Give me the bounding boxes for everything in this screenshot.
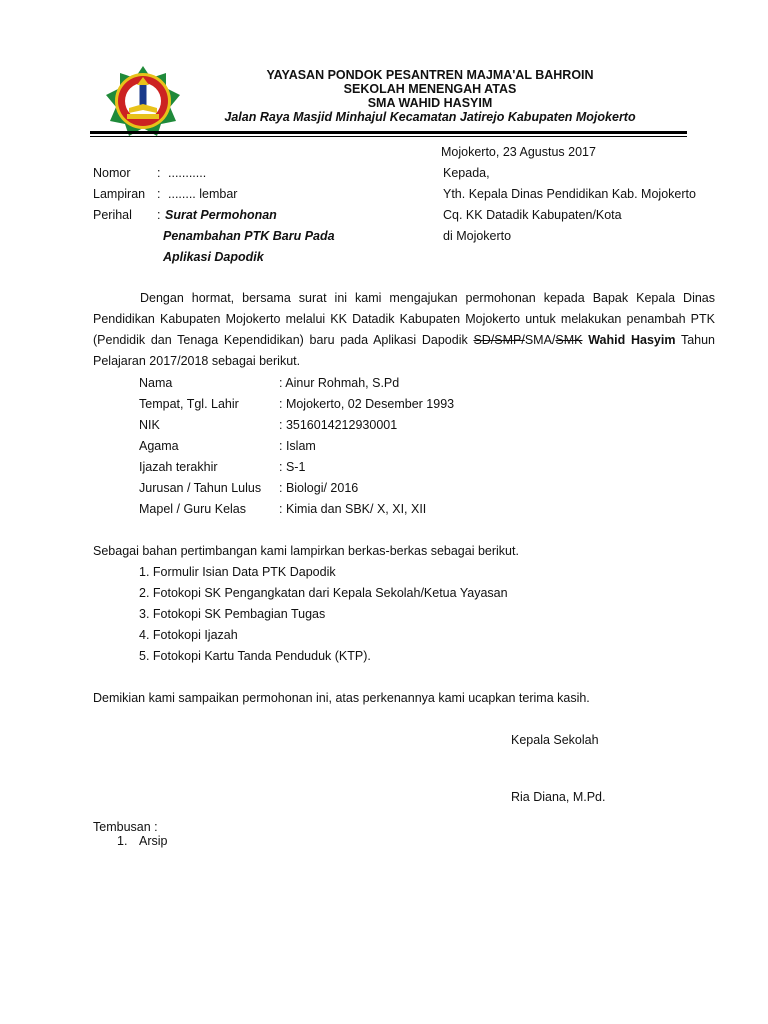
opening-text-end: Tahun Pelajaran 2017/2018 sebagai berikut. xyxy=(93,333,715,368)
nomor-label: Nomor xyxy=(93,166,131,180)
attachments-intro: Sebagai bahan pertimbangan kami lampirkan berkas-berkas sebagai berikut. xyxy=(93,544,519,558)
closing-statement: Demikian kami sampaikan permohonan ini, atas perkenannya kami ucapkan terima kasih. xyxy=(93,691,590,705)
detail-label: Ijazah terakhir xyxy=(139,460,218,474)
perihal-line-1: Surat Permohonan xyxy=(165,208,277,222)
attachment-item: 3. Fotokopi SK Pembagian Tugas xyxy=(139,607,326,621)
detail-value: : Mojokerto, 02 Desember 1993 xyxy=(279,397,455,411)
school-level-kept: SMA/ xyxy=(524,333,556,347)
lampiran-value: ........ lembar xyxy=(168,187,238,201)
recipient-greeting: Kepada, xyxy=(443,166,490,180)
cc-item-number: 1. xyxy=(117,834,128,848)
perihal-separator: : xyxy=(157,208,161,222)
perihal-label: Perihal xyxy=(93,208,132,222)
perihal-line-2: Penambahan PTK Baru Pada xyxy=(163,229,335,243)
letter-date: Mojokerto, 23 Agustus 2017 xyxy=(441,145,596,159)
detail-label: Nama xyxy=(139,376,173,390)
detail-value: : Kimia dan SBK/ X, XI, XII xyxy=(279,502,427,516)
attachment-item: 5. Fotokopi Kartu Tanda Penduduk (KTP). xyxy=(139,649,371,663)
lampiran-separator: : xyxy=(157,187,161,201)
nomor-value: ........... xyxy=(168,166,207,180)
attachment-item: 2. Fotokopi SK Pengangkatan dari Kepala Sekolah/Ketua Yayasan xyxy=(139,586,508,600)
opening-text: Dengan hormat, bersama surat ini kami mengajukan permohonan kepada Bapak Kepala Dinas Pendidikan Kabupaten Mojokerto melalui KK Datadik Kabupaten Mojokerto untuk melakukan penambah PTK (Pendidik dan Tenaga Kependidikan) baru pada Aplikasi Dapodik xyxy=(93,291,715,347)
logo-banner xyxy=(127,114,159,119)
school-level: SEKOLAH MENENGAH ATAS xyxy=(343,82,517,96)
detail-value: : 3516014212930001 xyxy=(279,418,398,432)
detail-label: Tempat, Tgl. Lahir xyxy=(139,397,239,411)
detail-value: : Biologi/ 2016 xyxy=(279,481,359,495)
attachment-item: 4. Fotokopi Ijazah xyxy=(139,628,238,642)
school-address: Jalan Raya Masjid Minhajul Kecamatan Jatirejo Kabupaten Mojokerto xyxy=(224,110,636,124)
letterhead-rule-thin xyxy=(90,136,687,137)
struck-school-levels: SD/SMP/ xyxy=(473,333,525,347)
school-name-inline: Wahid Hasyim xyxy=(588,333,676,347)
signatory-title: Kepala Sekolah xyxy=(511,733,599,747)
logo-tower xyxy=(140,84,147,106)
detail-value: : Islam xyxy=(279,439,316,453)
detail-label: Agama xyxy=(139,439,179,453)
perihal-line-3: Aplikasi Dapodik xyxy=(163,250,264,264)
opening-paragraph xyxy=(93,288,715,372)
signatory-name: Ria Diana, M.Pd. xyxy=(511,790,606,804)
recipient-location: di Mojokerto xyxy=(443,229,512,243)
cc-label: Tembusan : xyxy=(93,820,158,834)
detail-label: NIK xyxy=(139,418,160,432)
school-name: SMA WAHID HASYIM xyxy=(367,96,493,110)
nomor-separator: : xyxy=(157,166,161,180)
detail-value: : Ainur Rohmah, S.Pd xyxy=(279,376,400,390)
letterhead-rule-thick xyxy=(90,131,687,134)
detail-label: Jurusan / Tahun Lulus xyxy=(139,481,262,495)
lampiran-label: Lampiran xyxy=(93,187,146,201)
detail-value: : S-1 xyxy=(279,460,306,474)
recipient-cq: Cq. KK Datadik Kabupaten/Kota xyxy=(443,208,622,222)
detail-label: Mapel / Guru Kelas xyxy=(139,502,246,516)
recipient-title: Yth. Kepala Dinas Pendidikan Kab. Mojokerto xyxy=(443,187,696,201)
cc-item-archive: Arsip xyxy=(139,834,168,848)
foundation-name: YAYASAN PONDOK PESANTREN MAJMA'AL BAHROIN xyxy=(266,68,594,82)
attachment-item: 1. Formulir Isian Data PTK Dapodik xyxy=(139,565,336,579)
struck-smk: SMK xyxy=(555,333,583,347)
